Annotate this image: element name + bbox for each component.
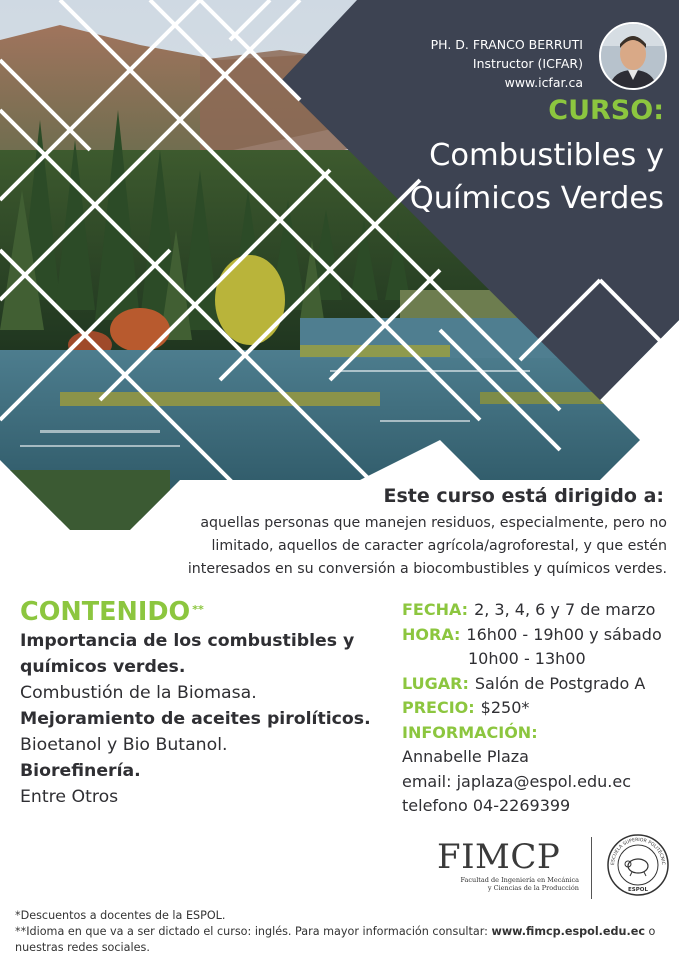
informacion-label: INFORMACIÓN: [402, 722, 538, 742]
informacion-row [402, 721, 677, 746]
espol-seal-icon [606, 833, 670, 897]
footnote-2-text: **Idioma en que va a ser dictado el curso: inglés. Para mayor información consultar: [15, 925, 492, 938]
contenido-item: Mejoramiento de aceites pirolíticos. [20, 709, 371, 729]
contenido-item: Combustión de la Biomasa. [20, 683, 257, 703]
hora-value: 16h00 - 19h00 y sábado [466, 624, 662, 644]
fecha-row [402, 598, 677, 623]
fimcp-subtitle-1: Facultad de Ingeniería en Mecánica [460, 876, 579, 884]
precio-value: $250* [480, 698, 530, 717]
contenido-title: CONTENIDO [20, 597, 191, 627]
fimcp-subtitle-2: y Ciencias de la Producción [487, 884, 579, 892]
contenido-item: Importancia de los combustibles y químicos verdes. [20, 631, 355, 677]
lugar-label: LUGAR: [402, 673, 469, 693]
instructor-role: Instructor (ICFAR) [472, 56, 583, 71]
logo-divider [591, 837, 592, 899]
fimcp-wordmark: FIMCP [437, 837, 561, 877]
instructor-name: PH. D. FRANCO BERRUTI [430, 37, 583, 52]
contact-name: Annabelle Plaza [402, 747, 529, 766]
contact-phone: telefono 04-2269399 [402, 796, 571, 815]
course-title-line-1: Combustibles y [429, 138, 664, 173]
course-label: CURSO: [548, 95, 664, 126]
fimcp-logo [437, 838, 579, 892]
contenido-section [20, 596, 395, 810]
footnotes [15, 908, 670, 956]
instructor-avatar [599, 22, 667, 90]
lugar-row [402, 672, 677, 697]
instructor-website[interactable]: www.icfar.ca [504, 75, 583, 90]
hora-label: HORA: [402, 624, 461, 644]
portrait-photo [601, 24, 665, 88]
lugar-value: Salón de Postgrado A [474, 673, 646, 693]
contenido-item: Biorefinería. [20, 761, 141, 781]
contenido-item: Bioetanol y Bio Butanol. [20, 735, 228, 755]
fecha-label: FECHA: [402, 600, 469, 619]
footnote-2-end: o nuestras redes sociales. [15, 925, 656, 954]
hora-value-2: 10h00 - 13h00 [468, 649, 586, 668]
precio-row [402, 696, 677, 721]
course-title-line-2: Químicos Verdes [409, 181, 664, 216]
audience-heading: Este curso está dirigido a: [383, 485, 664, 507]
hora-row [402, 623, 677, 648]
fimcp-website-link[interactable]: www.fimcp.espol.edu.ec [491, 925, 645, 938]
seal-bottom-text: ESPOL [628, 887, 648, 893]
course-title [410, 134, 664, 220]
precio-label: PRECIO: [402, 698, 475, 717]
footnote-1: *Descuentos a docentes de la ESPOL. [15, 909, 226, 922]
contenido-item: Entre Otros [20, 787, 119, 807]
course-details [402, 598, 677, 819]
contact-email[interactable]: email: japlaza@espol.edu.ec [402, 771, 631, 791]
seal-text: ESCUELA SUPERIOR POLITÉCNIC [610, 837, 666, 866]
footnote-2 [15, 924, 670, 956]
instructor-info [431, 35, 583, 92]
contenido-footnote-marker: ** [192, 603, 204, 616]
audience-text: aquellas personas que manejen residuos, especialmente, pero no limitado, aquellos de caracter agrícola/agroforestal, y que estén interesados en su conversión a biocombustibles y químicos verdes. [187, 515, 667, 577]
fecha-value: 2, 3, 4, 6 y 7 de marzo [474, 600, 656, 619]
contenido-heading [20, 596, 395, 628]
